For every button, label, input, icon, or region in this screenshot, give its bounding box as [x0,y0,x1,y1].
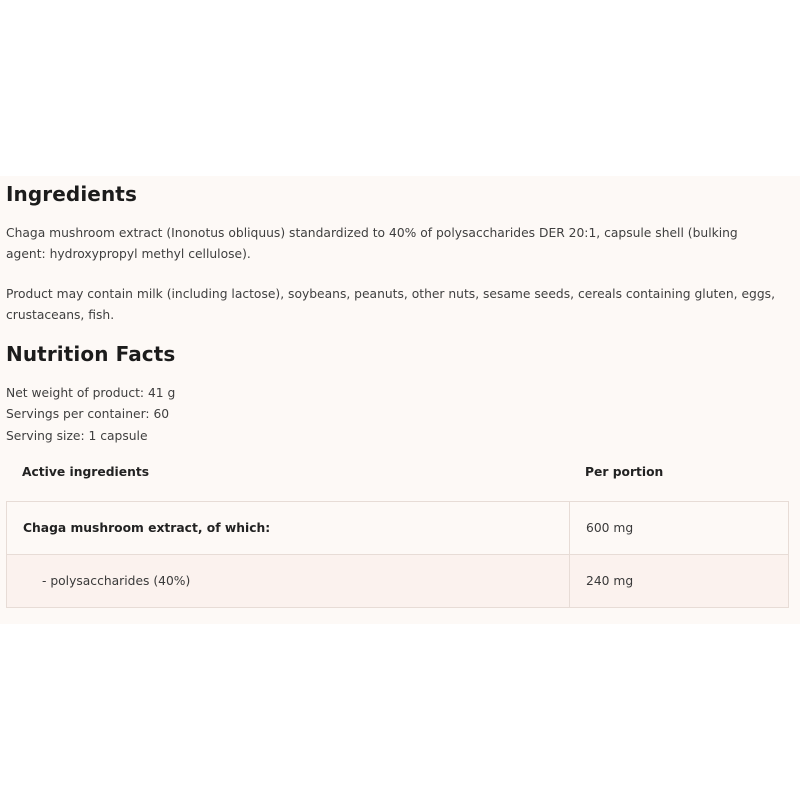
column-header-per-portion: Per portion [585,465,664,479]
per-portion-cell: 600 mg [570,502,789,555]
column-header-active-ingredients: Active ingredients [22,465,150,479]
table-row [7,555,789,608]
table-row [7,502,789,555]
nutrition-table [6,501,789,608]
ingredient-name-cell: - polysaccharides (40%) [7,555,570,608]
servings-text: Servings per container: 60 [6,407,170,421]
ingredients-title: Ingredients [6,182,137,206]
serving-size-text: Serving size: 1 capsule [6,429,148,443]
table-header [6,463,788,487]
ingredient-name-cell: Chaga mushroom extract, of which: [7,502,570,555]
allergen-text: Product may contain milk (including lactose), soybeans, peanuts, other nuts, sesame seeds, cereals containing gluten, eggs, crustaceans, fish. [6,287,775,322]
nutrition-facts-title: Nutrition Facts [6,342,176,366]
ingredients-text: Chaga mushroom extract (Inonotus obliquus) standardized to 40% of polysaccharides DER 20:1, capsule shell (bulking agent: hydroxypropyl methyl cellulose). [6,226,738,261]
per-portion-cell: 240 mg [570,555,789,608]
net-weight-text: Net weight of product: 41 g [6,386,176,400]
